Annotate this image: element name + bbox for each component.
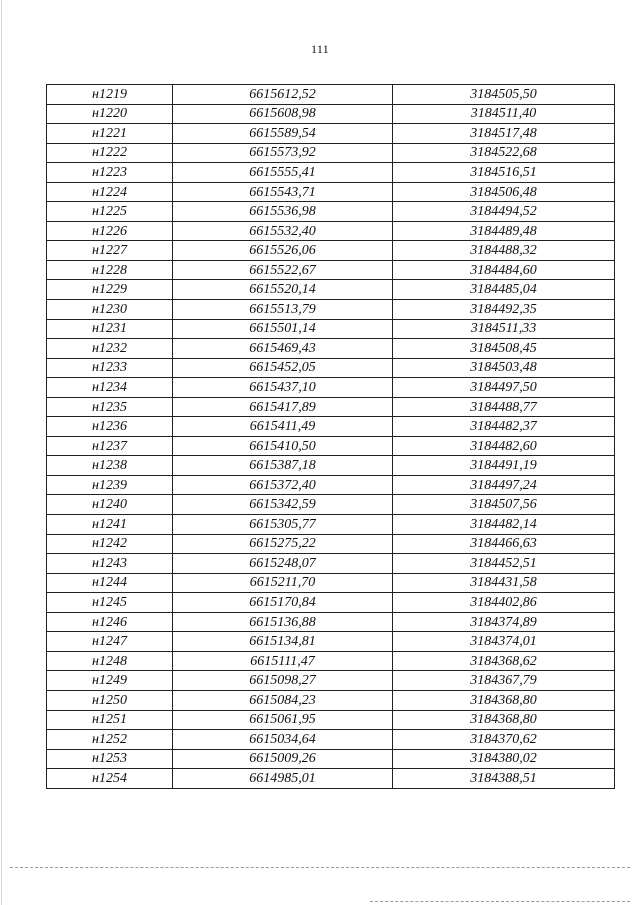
x-coordinate-cell: 6615061,95 [173, 710, 393, 730]
x-coordinate-cell: 6615410,50 [173, 436, 393, 456]
y-coordinate-cell: 3184368,80 [393, 690, 615, 710]
point-id-cell: н1220 [47, 104, 173, 124]
x-coordinate-cell: 6615134,81 [173, 632, 393, 652]
x-coordinate-cell: 6615513,79 [173, 300, 393, 320]
point-id-cell: н1238 [47, 456, 173, 476]
x-coordinate-cell: 6615211,70 [173, 573, 393, 593]
y-coordinate-cell: 3184388,51 [393, 769, 615, 789]
x-coordinate-cell: 6615248,07 [173, 554, 393, 574]
table-row [47, 769, 615, 789]
point-id-cell: н1235 [47, 397, 173, 417]
table-row [47, 417, 615, 437]
table-row [47, 397, 615, 417]
y-coordinate-cell: 3184494,52 [393, 202, 615, 222]
y-coordinate-cell: 3184485,04 [393, 280, 615, 300]
y-coordinate-cell: 3184511,33 [393, 319, 615, 339]
x-coordinate-cell: 6615342,59 [173, 495, 393, 515]
point-id-cell: н1223 [47, 163, 173, 183]
point-id-cell: н1232 [47, 339, 173, 359]
table-row [47, 534, 615, 554]
y-coordinate-cell: 3184522,68 [393, 143, 615, 163]
y-coordinate-cell: 3184508,45 [393, 339, 615, 359]
point-id-cell: н1250 [47, 690, 173, 710]
table-row [47, 358, 615, 378]
point-id-cell: н1247 [47, 632, 173, 652]
point-id-cell: н1243 [47, 554, 173, 574]
table-row [47, 749, 615, 769]
y-coordinate-cell: 3184497,24 [393, 475, 615, 495]
y-coordinate-cell: 3184482,60 [393, 436, 615, 456]
table-row [47, 593, 615, 613]
table-row [47, 124, 615, 144]
y-coordinate-cell: 3184466,63 [393, 534, 615, 554]
bottom-divider-lower [370, 901, 630, 902]
table-row [47, 163, 615, 183]
point-id-cell: н1244 [47, 573, 173, 593]
table-row [47, 612, 615, 632]
y-coordinate-cell: 3184484,60 [393, 260, 615, 280]
x-coordinate-cell: 6615170,84 [173, 593, 393, 613]
x-coordinate-cell: 6615417,89 [173, 397, 393, 417]
y-coordinate-cell: 3184431,58 [393, 573, 615, 593]
table-row [47, 632, 615, 652]
y-coordinate-cell: 3184374,01 [393, 632, 615, 652]
point-id-cell: н1248 [47, 651, 173, 671]
x-coordinate-cell: 6615452,05 [173, 358, 393, 378]
x-coordinate-cell: 6615573,92 [173, 143, 393, 163]
table-row [47, 554, 615, 574]
point-id-cell: н1228 [47, 260, 173, 280]
y-coordinate-cell: 3184491,19 [393, 456, 615, 476]
y-coordinate-cell: 3184497,50 [393, 378, 615, 398]
x-coordinate-cell: 6615136,88 [173, 612, 393, 632]
table-row [47, 143, 615, 163]
coordinates-table [46, 84, 615, 789]
point-id-cell: н1253 [47, 749, 173, 769]
point-id-cell: н1236 [47, 417, 173, 437]
y-coordinate-cell: 3184482,14 [393, 515, 615, 535]
y-coordinate-cell: 3184492,35 [393, 300, 615, 320]
x-coordinate-cell: 6615411,49 [173, 417, 393, 437]
x-coordinate-cell: 6615305,77 [173, 515, 393, 535]
bottom-divider [10, 867, 630, 868]
point-id-cell: н1234 [47, 378, 173, 398]
table-row [47, 202, 615, 222]
x-coordinate-cell: 6615522,67 [173, 260, 393, 280]
table-row [47, 495, 615, 515]
x-coordinate-cell: 6615009,26 [173, 749, 393, 769]
x-coordinate-cell: 6615536,98 [173, 202, 393, 222]
point-id-cell: н1225 [47, 202, 173, 222]
y-coordinate-cell: 3184507,56 [393, 495, 615, 515]
coordinates-table-body [47, 85, 615, 789]
table-row [47, 104, 615, 124]
y-coordinate-cell: 3184380,02 [393, 749, 615, 769]
point-id-cell: н1251 [47, 710, 173, 730]
x-coordinate-cell: 6615543,71 [173, 182, 393, 202]
x-coordinate-cell: 6615084,23 [173, 690, 393, 710]
scan-edge [1, 0, 2, 905]
point-id-cell: н1241 [47, 515, 173, 535]
x-coordinate-cell: 6615555,41 [173, 163, 393, 183]
table-row [47, 241, 615, 261]
point-id-cell: н1227 [47, 241, 173, 261]
x-coordinate-cell: 6615520,14 [173, 280, 393, 300]
table-row [47, 436, 615, 456]
x-coordinate-cell: 6615608,98 [173, 104, 393, 124]
table-row [47, 260, 615, 280]
point-id-cell: н1230 [47, 300, 173, 320]
x-coordinate-cell: 6615034,64 [173, 730, 393, 750]
table-row [47, 319, 615, 339]
x-coordinate-cell: 6615111,47 [173, 651, 393, 671]
point-id-cell: н1226 [47, 221, 173, 241]
y-coordinate-cell: 3184505,50 [393, 85, 615, 105]
x-coordinate-cell: 6615532,40 [173, 221, 393, 241]
y-coordinate-cell: 3184506,48 [393, 182, 615, 202]
y-coordinate-cell: 3184511,40 [393, 104, 615, 124]
x-coordinate-cell: 6615372,40 [173, 475, 393, 495]
y-coordinate-cell: 3184489,48 [393, 221, 615, 241]
y-coordinate-cell: 3184482,37 [393, 417, 615, 437]
table-row [47, 710, 615, 730]
x-coordinate-cell: 6615612,52 [173, 85, 393, 105]
point-id-cell: н1231 [47, 319, 173, 339]
point-id-cell: н1229 [47, 280, 173, 300]
table-row [47, 300, 615, 320]
y-coordinate-cell: 3184402,86 [393, 593, 615, 613]
table-row [47, 573, 615, 593]
table-row [47, 456, 615, 476]
table-row [47, 85, 615, 105]
y-coordinate-cell: 3184488,77 [393, 397, 615, 417]
y-coordinate-cell: 3184503,48 [393, 358, 615, 378]
x-coordinate-cell: 6615589,54 [173, 124, 393, 144]
point-id-cell: н1245 [47, 593, 173, 613]
y-coordinate-cell: 3184368,80 [393, 710, 615, 730]
table-row [47, 339, 615, 359]
x-coordinate-cell: 6615526,06 [173, 241, 393, 261]
point-id-cell: н1242 [47, 534, 173, 554]
x-coordinate-cell: 6615501,14 [173, 319, 393, 339]
point-id-cell: н1219 [47, 85, 173, 105]
y-coordinate-cell: 3184374,89 [393, 612, 615, 632]
y-coordinate-cell: 3184367,79 [393, 671, 615, 691]
page-number: 111 [310, 42, 329, 56]
point-id-cell: н1254 [47, 769, 173, 789]
x-coordinate-cell: 6615275,22 [173, 534, 393, 554]
point-id-cell: н1239 [47, 475, 173, 495]
point-id-cell: н1240 [47, 495, 173, 515]
table-row [47, 221, 615, 241]
x-coordinate-cell: 6615387,18 [173, 456, 393, 476]
point-id-cell: н1222 [47, 143, 173, 163]
x-coordinate-cell: 6615437,10 [173, 378, 393, 398]
table-row [47, 475, 615, 495]
point-id-cell: н1221 [47, 124, 173, 144]
point-id-cell: н1233 [47, 358, 173, 378]
table-row [47, 651, 615, 671]
table-row [47, 671, 615, 691]
x-coordinate-cell: 6614985,01 [173, 769, 393, 789]
table-row [47, 280, 615, 300]
x-coordinate-cell: 6615469,43 [173, 339, 393, 359]
y-coordinate-cell: 3184370,62 [393, 730, 615, 750]
table-row [47, 378, 615, 398]
y-coordinate-cell: 3184517,48 [393, 124, 615, 144]
y-coordinate-cell: 3184488,32 [393, 241, 615, 261]
table-row [47, 730, 615, 750]
y-coordinate-cell: 3184452,51 [393, 554, 615, 574]
table-row [47, 515, 615, 535]
point-id-cell: н1224 [47, 182, 173, 202]
table-row [47, 182, 615, 202]
table-row [47, 690, 615, 710]
y-coordinate-cell: 3184368,62 [393, 651, 615, 671]
y-coordinate-cell: 3184516,51 [393, 163, 615, 183]
point-id-cell: н1246 [47, 612, 173, 632]
point-id-cell: н1249 [47, 671, 173, 691]
point-id-cell: н1252 [47, 730, 173, 750]
x-coordinate-cell: 6615098,27 [173, 671, 393, 691]
point-id-cell: н1237 [47, 436, 173, 456]
